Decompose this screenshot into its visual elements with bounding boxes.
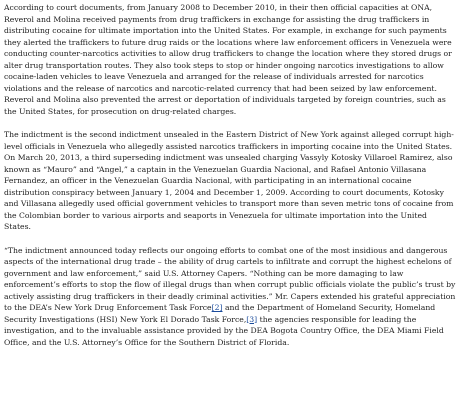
footnote-link-3[interactable]: [3]: [246, 314, 258, 324]
paragraph-text-segment: and the Department of Homeland Security, Homeland Security Investigations (HSI) New York El Dorado Task Force,: [4, 303, 436, 324]
paragraph-text-segment: “The indictment announced today reflects our ongoing efforts to combat one of the most insidious and dangerous aspects of the international drug trade – the ability of drug cartels to infiltrate and corrupt the highest echelons of government and law enforcement,” said U.S. Attorney Capers. “Nothing can be more damaging to law enforcement’s efforts to stop the flow of illegal drugs than when corrupt public officials violate the public’s trust by actively assisting drug traffickers in their deadly criminal activities.” Mr. Capers extended his grateful appreciation to the DEA’s New York Drug Enforcement Task Force: [4, 245, 456, 312]
footnote-link-2[interactable]: [2]: [211, 303, 223, 312]
paragraph-court-documents: According to court documents, from January 2008 to December 2010, in their then official capacities at ONA, Reverol and Molina received payments from drug traffickers in exchange for assisting the drug traffickers in distributing cocaine for ultimate importation into the United States. For example, in exchange for such payments they alerted the traffickers to future drug raids or the locations where law enforcement officers in Venezuela were conducting counter-narcotics activities to allow drug traffickers to change the location where they stored drugs or alter drug transportation routes. They also took steps to stop or hinder ongoing narcotics investigations to allow cocaine-laden vehicles to leave Venezuela and arranged for the release of individuals arrested for narcotics violations and the release of narcotics and narcotic-related currency that had been seized by law enforcement. Reverol and Molina also prevented the arrest or deportation of individuals targeted by foreign countries, such as the United States, for prosecution on drug-related charges.: [4, 3, 452, 116]
paragraph-capers-quote: [4, 245, 456, 349]
paragraph-text-segment: the agencies responsible for leading the investigation, and to the invaluable assistance provided by the DEA Bogota Country Office, the DEA Miami Field Office, and the U.S. Attorney’s Office for the Southern District of Florida.: [4, 314, 444, 347]
paragraph-second-indictment: The indictment is the second indictment unsealed in the Eastern District of New York against alleged corrupt high-level officials in Venezuela who allegedly assisted narcotics traffickers in importing cocaine into the United States. On March 20, 2013, a third superseding indictment was unsealed charging Vassyly Kotosky Villaroel Ramirez, also known as “Mauro” and “Angel,” a captain in the Venezuelan Guardia Nacional, and Rafael Antonio Villasana Fernandez, an officer in the Venezuelan Guardia Nacional, with participating in an international cocaine distribution conspiracy between January 1, 2004 and December 1, 2009. According to court documents, Kotosky and Villasana allegedly used official government vehicles to transport more than seven metric tons of cocaine from the Colombian border to various airports and seaports in Venezuela for ultimate importation into the United States.: [4, 130, 454, 231]
